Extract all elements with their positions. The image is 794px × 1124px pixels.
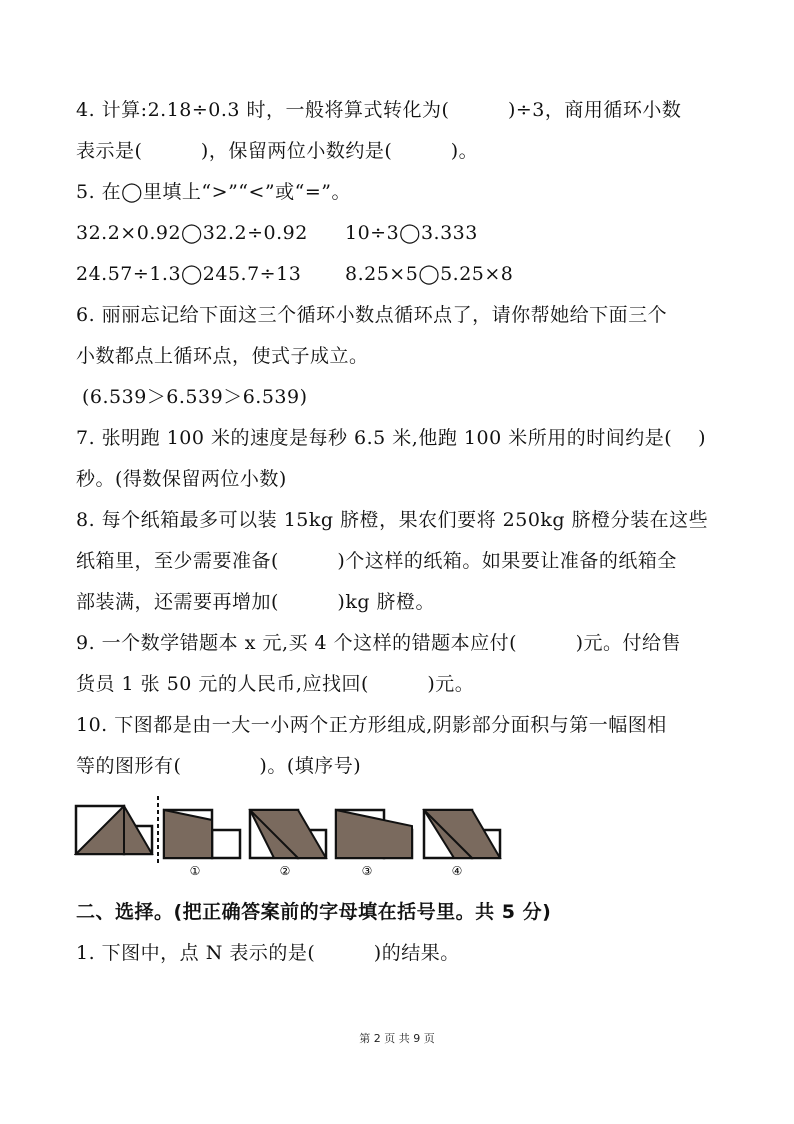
figure-4 xyxy=(424,810,500,858)
q8-line-1: 8. 每个纸箱最多可以装 15kg 脐橙，果农们要将 250kg 脐橙分装在这些 xyxy=(76,509,709,531)
shade-2 xyxy=(250,810,326,858)
q8-line-3: 部装满，还需要再增加( )kg 脐橙。 xyxy=(76,591,436,613)
figure-2 xyxy=(250,810,326,858)
shade-4 xyxy=(424,810,500,858)
q4-line-1: 4. 计算:2.18÷0.3 时，一般将算式转化为( )÷3，商用循环小数 xyxy=(76,99,682,121)
shade-1 xyxy=(164,810,212,858)
section-2-heading: 二、选择。(把正确答案前的字母填在括号里。共 5 分) xyxy=(76,901,552,923)
squares-figure xyxy=(74,796,504,878)
q5-row1-left: 32.2×0.92◯32.2÷0.92 xyxy=(76,222,308,244)
shade-3 xyxy=(336,810,412,858)
section-2-q1: 1. 下图中，点 N 表示的是( )的结果。 xyxy=(76,942,460,964)
q10-line-2: 等的图形有( )。(填序号) xyxy=(76,755,362,777)
q5-row2-left: 24.57÷1.3◯245.7÷13 xyxy=(76,263,302,285)
figure-label-1: ① xyxy=(189,864,201,878)
q7-line-1: 7. 张明跑 100 米的速度是每秒 6.5 米,他跑 100 米所用的时间约是( ) xyxy=(76,427,707,449)
figure-label-2: ② xyxy=(279,864,291,878)
q4-line-2: 表示是( )，保留两位小数约是( )。 xyxy=(76,140,479,162)
q5-row2-right: 8.25×5◯5.25×8 xyxy=(345,263,514,285)
q9-line-2: 货员 1 张 50 元的人民币,应找回( )元。 xyxy=(76,673,475,695)
page-footer: 第 2 页 共 9 页 xyxy=(359,1032,435,1045)
figure-3 xyxy=(336,810,412,858)
q9-line-1: 9. 一个数学错题本 x 元,买 4 个这样的错题本应付( )元。付给售 xyxy=(76,632,681,654)
q7-line-2: 秒。(得数保留两位小数) xyxy=(76,468,287,490)
figure-original xyxy=(76,806,152,854)
q6-line-2: 小数都点上循环点，使式子成立。 xyxy=(76,345,369,367)
q6-line-3: (6.539＞6.539＞6.539) xyxy=(82,386,308,408)
q6-line-1: 6. 丽丽忘记给下面这三个循环小数点循环点了，请你帮她给下面三个 xyxy=(76,304,668,326)
q5-title: 5. 在◯里填上“>”“<”或“=”。 xyxy=(76,181,351,203)
shade-original xyxy=(76,806,152,854)
figure-label-4: ④ xyxy=(451,864,463,878)
q10-line-1: 10. 下图都是由一大一小两个正方形组成,阴影部分面积与第一幅图相 xyxy=(76,714,667,736)
q5-row1-right: 10÷3◯3.333 xyxy=(345,222,478,244)
q8-line-2: 纸箱里，至少需要准备( )个这样的纸箱。如果要让准备的纸箱全 xyxy=(76,550,677,572)
figure-1 xyxy=(164,810,240,858)
figure-label-3: ③ xyxy=(361,864,373,878)
